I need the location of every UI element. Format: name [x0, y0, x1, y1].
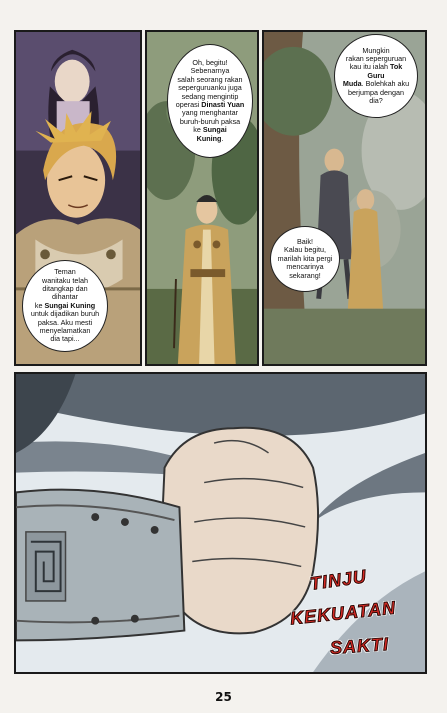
bubble-line: untuk dijadikan buruh: [30, 309, 100, 319]
bubble-text: ke: [193, 125, 203, 135]
bubble-emphasis: Sungai Kuning: [44, 300, 96, 310]
bubble-line: Baik!: [297, 236, 313, 246]
bubble-line: buruh-buruh paksa: [179, 116, 241, 126]
bubble-line: ditangkap dan dihantar: [42, 283, 88, 302]
bubble-line: Teman: [54, 267, 76, 277]
bubble-emphasis: Muda: [342, 79, 362, 89]
bubble-line: Sebenarnya: [190, 66, 230, 76]
fist-closeup-art: [16, 374, 425, 672]
speech-bubble-question: [334, 34, 418, 118]
speech-bubble-answer: [270, 226, 340, 292]
bubble-line: dia?: [369, 96, 383, 106]
bubble-line: dia tapi...: [50, 334, 80, 344]
bubble-line: sedang mengintip: [181, 91, 239, 101]
bubble-emphasis: Kuning: [196, 133, 222, 143]
bubble-text: kau itu ialah: [349, 62, 391, 72]
bubble-line: marilah kita pergi: [277, 253, 333, 263]
bubble-line: salah seorang rakan: [177, 74, 243, 84]
bubble-text: operasi: [175, 100, 202, 109]
sfx-text-kekuatan: KEKUATAN: [289, 597, 398, 629]
panel-fist-closeup: [14, 372, 427, 674]
bubble-line: rakan seperguruan: [345, 53, 407, 63]
bubble-line: sekarang!: [289, 270, 321, 280]
bubble-text: ke: [34, 300, 45, 310]
panel-monk-forest: [145, 30, 259, 366]
bubble-text: .: [221, 133, 224, 143]
bubble-line: yang menghantar: [182, 108, 238, 118]
bubble-line: paksa. Aku mesti: [37, 317, 93, 327]
bubble-line: berjumpa dengan: [348, 87, 404, 97]
bubble-line: seperguruanku juga: [178, 83, 242, 93]
bubble-line: [341, 63, 411, 80]
speech-bubble-hero: [22, 260, 108, 352]
bubble-emphasis: Tok Guru: [367, 62, 403, 80]
page-number: 25: [215, 690, 232, 704]
sfx-text-sakti: SAKTI: [329, 633, 390, 659]
sfx-text-tinju: TINJU: [308, 566, 369, 594]
bubble-line: mencarinya: [286, 262, 324, 272]
bubble-line: Mungkin: [362, 45, 390, 55]
bubble-emphasis: Sungai: [202, 125, 227, 135]
bubble-text: . Bolehkah aku: [361, 79, 410, 89]
panel-hero-portrait: [14, 30, 142, 366]
bubble-line: Oh, begitu!: [192, 57, 228, 67]
bubble-line: wanitaku telah: [42, 275, 88, 285]
bubble-line: [197, 135, 224, 143]
bubble-emphasis: Dinasti Yuan: [201, 100, 245, 109]
speech-bubble-monk: [167, 44, 253, 158]
panel-characters-rocks: [262, 30, 427, 366]
bubble-line: menyelamatkan: [39, 326, 91, 336]
bubble-line: Kalau begitu,: [284, 245, 326, 255]
